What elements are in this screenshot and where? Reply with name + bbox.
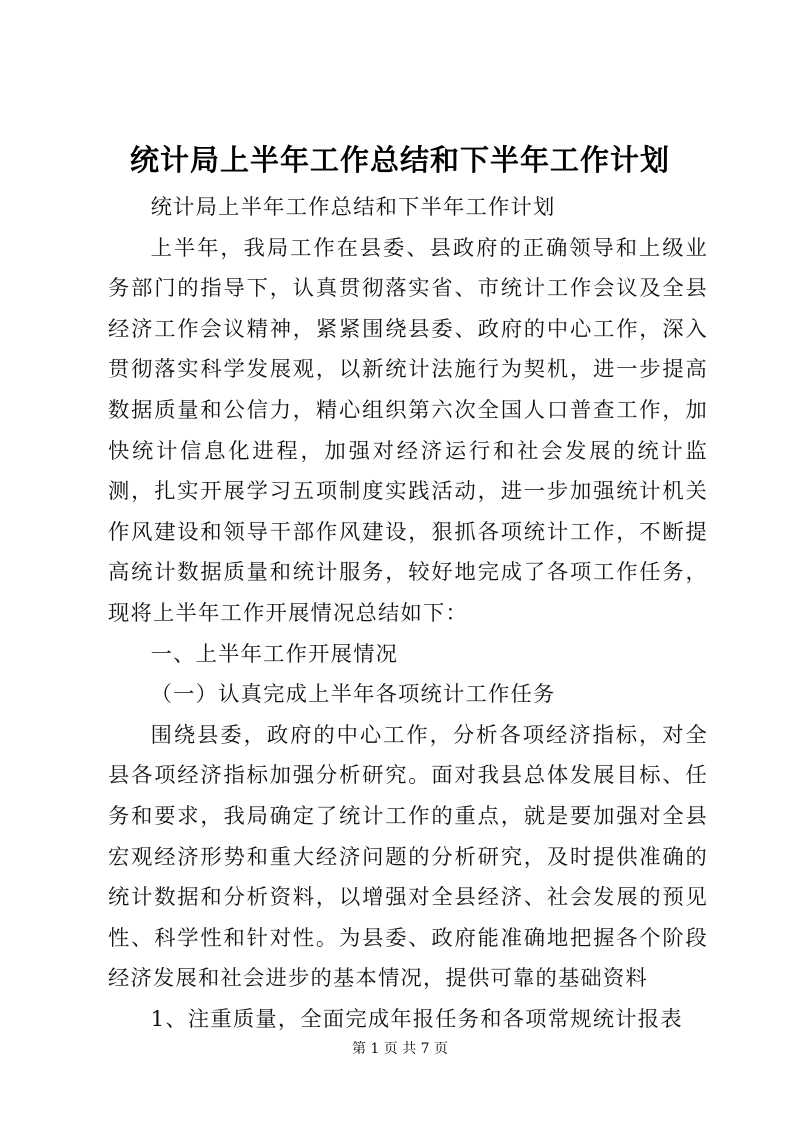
section-heading-1: 一、上半年工作开展情况 [150,641,399,667]
page-footer [0,1038,800,1060]
item-heading-1: 1、注重质量，全面完成年报任务和各项常规统计报表 [150,1006,683,1032]
document-body [108,188,708,1040]
paragraph-analysis: 围绕县委，政府的中心工作，分析各项经济指标，对全县各项经济指标加强分析研究。面对我县总体发展目标、任务和要求，我局确定了统计工作的重点，就是要加强对全县宏观经济形势和重大经济问题的分析研究，及时提供准确的统计数据和分析资料，以增强对全县经济、社会发展的预见性、科学性和针对性。为县委、政府能准确地把握各个阶段经济发展和社会进步的基本情况，提供可靠的基础资料 [108,722,708,992]
page-number-label: 第 1 页 共 7 页 [351,1041,449,1057]
paragraph-subtitle: 统计局上半年工作总结和下半年工作计划 [150,195,556,220]
document-title: 统计局上半年工作总结和下半年工作计划 [129,143,670,177]
paragraph-intro: 上半年，我局工作在县委、县政府的正确领导和上级业务部门的指导下，认真贯彻落实省、市统计工作会议及全县经济工作会议精神，紧紧围绕县委、政府的中心工作，深入贯彻落实科学发展观，以新统计法施行为契机，进一步提高数据质量和公信力，精心组织第六次全国人口普查工作，加快统计信息化进程，加强对经济运行和社会发展的统计监测，扎实开展学习五项制度实践活动，进一步加强统计机关作风建设和领导干部作风建设，狠抓各项统计工作，不断提高统计数据质量和统计服务，较好地完成了各项工作任务，现将上半年工作开展情况总结如下： [108,235,708,626]
subsection-heading-1: （一）认真完成上半年各项统计工作任务 [150,682,556,708]
